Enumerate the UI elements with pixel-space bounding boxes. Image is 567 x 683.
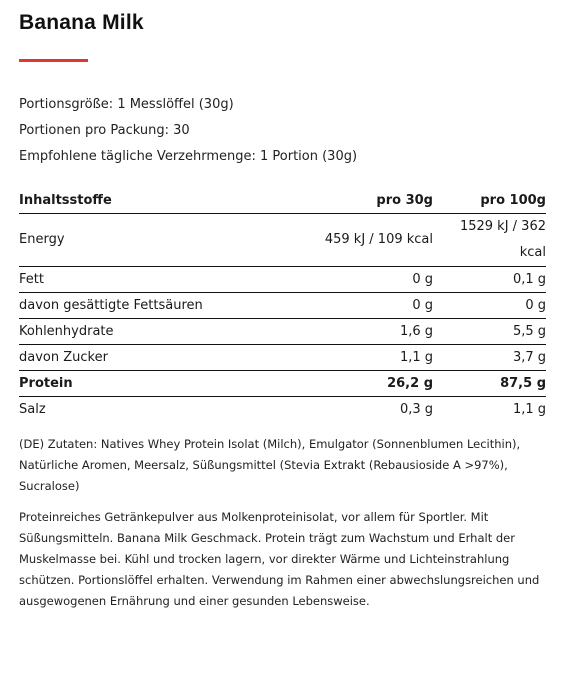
table-row <box>19 370 546 396</box>
product-description: Proteinreiches Getränkepulver aus Molkenproteinisolat, vor allem für Sportler. Mit Süßungsmitteln. Banana Milk Geschmack. Protein trägt zum Wachstum und Erhalt der Muskelmasse bei. Kühl und trocken lagern, vor direkter Wärme und Lichteinstrahlung schützen. Portionslöffel erhalten. Verwendung im Rahmen einer abwechslungsreichen und ausgewogenen Ernährung und einer gesunden Lebensweise. <box>19 510 540 608</box>
title-accent-line <box>19 59 88 62</box>
nutrition-table <box>19 189 546 422</box>
table-row <box>19 344 546 370</box>
value-per-100g: 3,7 g <box>512 349 546 365</box>
value-per-100g: 0 g <box>525 297 546 313</box>
nutrient-name: Energy <box>19 232 65 247</box>
table-row <box>19 266 546 292</box>
value-per-100g: 1,1 g <box>512 401 546 417</box>
nutrient-name: Kohlenhydrate <box>19 323 114 339</box>
servings-per-pack: Portionen pro Packung: 30 <box>19 123 190 138</box>
value-per-30g: 0 g <box>412 271 433 287</box>
header-ingredients: Inhaltsstoffe <box>19 193 112 209</box>
nutrient-name: davon gesättigte Fettsäuren <box>19 297 203 313</box>
value-per-100g <box>433 213 546 266</box>
nutrient-name: Salz <box>19 401 46 417</box>
nutrient-name: davon Zucker <box>19 349 108 365</box>
nutrient-name: Fett <box>19 271 44 287</box>
header-per-100g: pro 100g <box>480 193 546 209</box>
table-row <box>19 318 546 344</box>
value-per-30g: 459 kJ / 109 kcal <box>324 232 433 247</box>
recommended-intake: Empfohlene tägliche Verzehrmenge: 1 Portion (30g) <box>19 149 358 164</box>
nutrient-name: Protein <box>19 375 73 391</box>
table-row <box>19 213 546 266</box>
value-per-100g: 87,5 g <box>500 375 546 391</box>
value-per-100g-line1: 1529 kJ / 362 <box>459 218 546 234</box>
product-title: Banana Milk <box>19 11 144 34</box>
table-row <box>19 292 546 318</box>
value-per-30g: 0 g <box>412 297 433 313</box>
ingredients-text: (DE) Zutaten: Natives Whey Protein Isolat (Milch), Emulgator (Sonnenblumen Lecithin), Natürliche Aromen, Meersalz, Süßungsmittel (Stevia Extrakt (Rebausioside A >97%), Sucralose) <box>19 437 521 493</box>
value-per-100g: 5,5 g <box>512 323 546 339</box>
value-per-30g: 26,2 g <box>387 375 433 391</box>
value-per-100g-line2: kcal <box>519 244 546 260</box>
header-per-30g: pro 30g <box>376 193 433 209</box>
value-per-30g: 1,6 g <box>399 323 433 339</box>
table-row <box>19 396 546 422</box>
value-per-30g: 1,1 g <box>399 349 433 365</box>
serving-size: Portionsgröße: 1 Messlöffel (30g) <box>19 97 234 112</box>
value-per-30g: 0,3 g <box>399 401 433 417</box>
nutrition-table-header <box>19 189 546 213</box>
value-per-100g: 0,1 g <box>512 271 546 287</box>
